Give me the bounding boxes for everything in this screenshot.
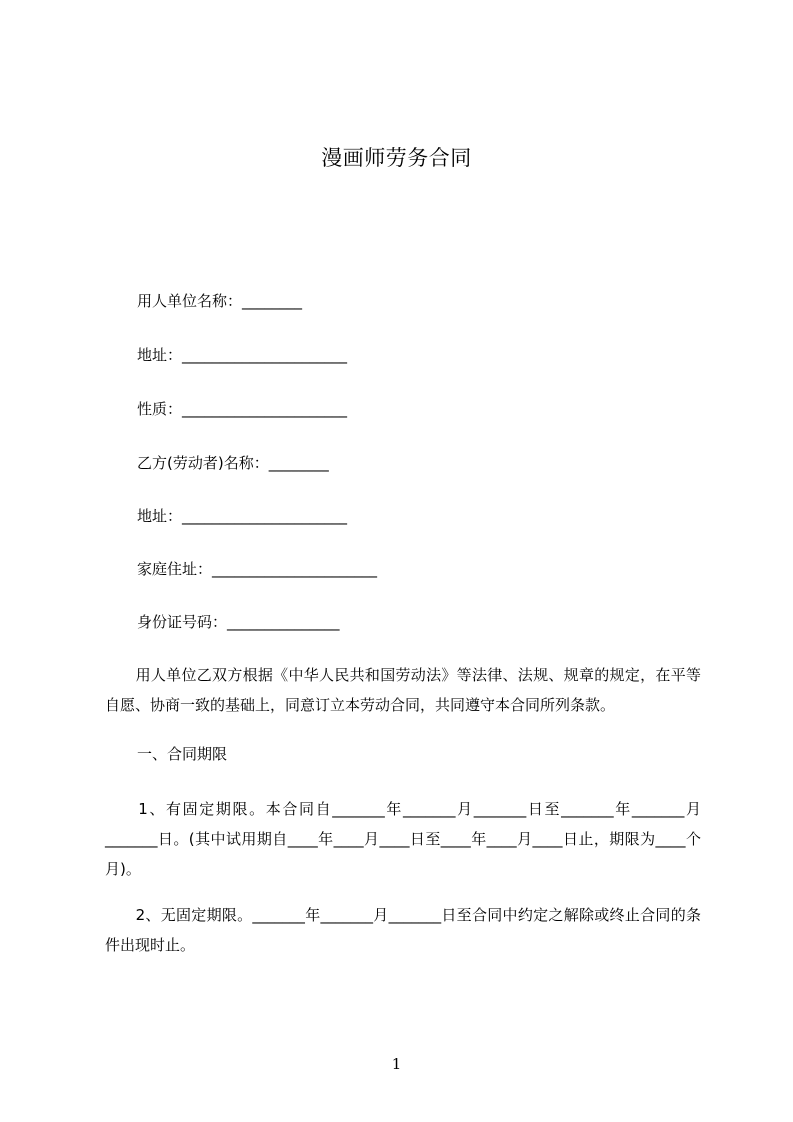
employer-nature-field: 性质：______________________ (137, 400, 348, 418)
clause-fixed-term: 1、有固定期限。本合同自_______年_______月_______日至_______年_______月_______日。(其中试用期自____年____月____日至____年____月____日止，期限为____个月)。 (105, 800, 701, 878)
document-title: 漫画师劳务合同 (321, 146, 472, 170)
page-number: 1 (391, 1055, 402, 1073)
worker-name-field: 乙方(劳动者)名称：________ (137, 454, 329, 472)
employer-name-field: 用人单位名称：________ (137, 292, 303, 310)
intro-paragraph: 用人单位乙双方根据《中华人民共和国劳动法》等法律、法规、规章的规定，在平等自愿、协商一致的基础上，同意订立本劳动合同，共同遵守本合同所列条款。 (105, 666, 701, 714)
clause-indefinite-term: 2、无固定期限。_______年_______月_______日至合同中约定之解除或终止合同的条件出现时止。 (105, 906, 701, 954)
section-contract-term-heading: 一、合同期限 (137, 745, 228, 763)
home-address-field: 家庭住址：______________________ (137, 560, 378, 578)
worker-address-field: 地址：______________________ (137, 507, 348, 525)
employer-address-field: 地址：______________________ (137, 346, 348, 364)
id-number-field: 身份证号码：_______________ (137, 613, 340, 631)
